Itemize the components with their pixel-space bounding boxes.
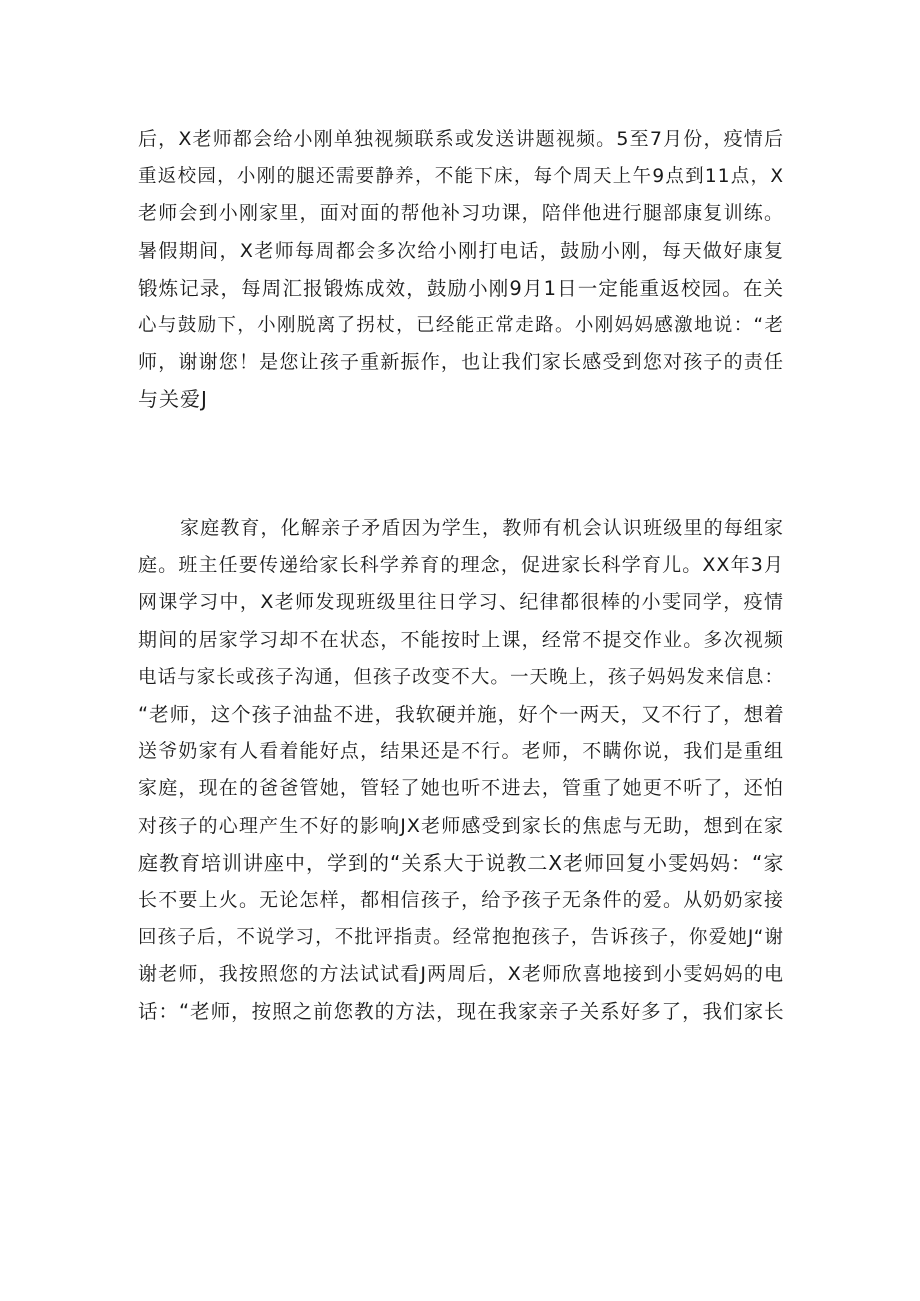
paragraph-line: 谢老师，我按照您的方法试试看J两周后，X老师欣喜地接到小雯妈妈的电 <box>138 963 784 986</box>
paragraph-1 <box>138 121 784 419</box>
paragraph-line: 心与鼓励下，小刚脱离了拐杖，已经能正常走路。小刚妈妈感激地说：“老 <box>138 314 784 336</box>
paragraph-line: 期间的居家学习却不在状态，不能按时上课，经常不提交作业。多次视频 <box>138 628 784 651</box>
paragraph-line: 后，X老师都会给小刚单独视频联系或发送讲题视频。5至7月份，疫情后 <box>138 128 784 150</box>
paragraph-line: 送爷奶家有人看着能好点，结果还是不行。老师，不瞒你说，我们是重组 <box>138 740 784 763</box>
paragraph-line: 锻炼记录，每周汇报锻炼成效，鼓励小刚9月1日一定能重返校园。在关 <box>138 276 784 300</box>
paragraph-line: “老师，这个孩子油盐不进，我软硬并施，好个一两天，又不行了，想着 <box>138 702 785 726</box>
paragraph-line: 对孩子的心理产生不好的影响JX老师感受到家长的焦虑与无助，想到在家 <box>138 814 784 837</box>
paragraph-line: 网课学习中，X老师发现班级里往日学习、纪律都很棒的小雯同学，疫情 <box>138 591 784 614</box>
paragraph-line: 师，谢谢您！是您让孩子重新振作，也让我们家长感受到您对孩子的责任 <box>138 351 784 374</box>
paragraph-line: 电话与家长或孩子沟通，但孩子改变不大。一天晚上，孩子妈妈发来信息： <box>138 666 784 688</box>
paragraph-line: 庭教育培训讲座中，学到的“关系大于说教二X老师回复小雯妈妈：“家 <box>138 850 785 875</box>
paragraph-line: 话：“老师，按照之前您教的方法，现在我家亲子关系好多了，我们家长 <box>138 1000 785 1024</box>
paragraph-line: 家庭教育，化解亲子矛盾因为学生，教师有机会认识班级里的每组家 <box>180 517 784 539</box>
paragraph-line: 家庭，现在的爸爸管她，管轻了她也听不进去，管重了她更不听了，还怕 <box>138 777 784 800</box>
paragraph-line: 暑假期间，X老师每周都会多次给小刚打电话，鼓励小刚，每天做好康复 <box>138 239 784 262</box>
paragraph-line: 老师会到小刚家里，面对面的帮他补习功课，陪伴他进行腿部康复训练。 <box>138 202 784 225</box>
paragraph-line: 长不要上火。无论怎样，都相信孩子，给予孩子无条件的爱。从奶奶家接 <box>138 888 784 911</box>
paragraph-line: 重返校园，小刚的腿还需要静养，不能下床，每个周天上午9点到11点，X <box>138 166 784 188</box>
paragraph-2 <box>138 510 784 1031</box>
paragraph-line: 回孩子后，不说学习，不批评指责。经常抱抱孩子，告诉孩子，你爱她J“谢 <box>138 927 784 949</box>
paragraph-line: 与关爱J <box>138 387 208 412</box>
paragraph-line: 庭。班主任要传递给家长科学养育的理念，促进家长科学育儿。XX年3月 <box>138 554 784 577</box>
